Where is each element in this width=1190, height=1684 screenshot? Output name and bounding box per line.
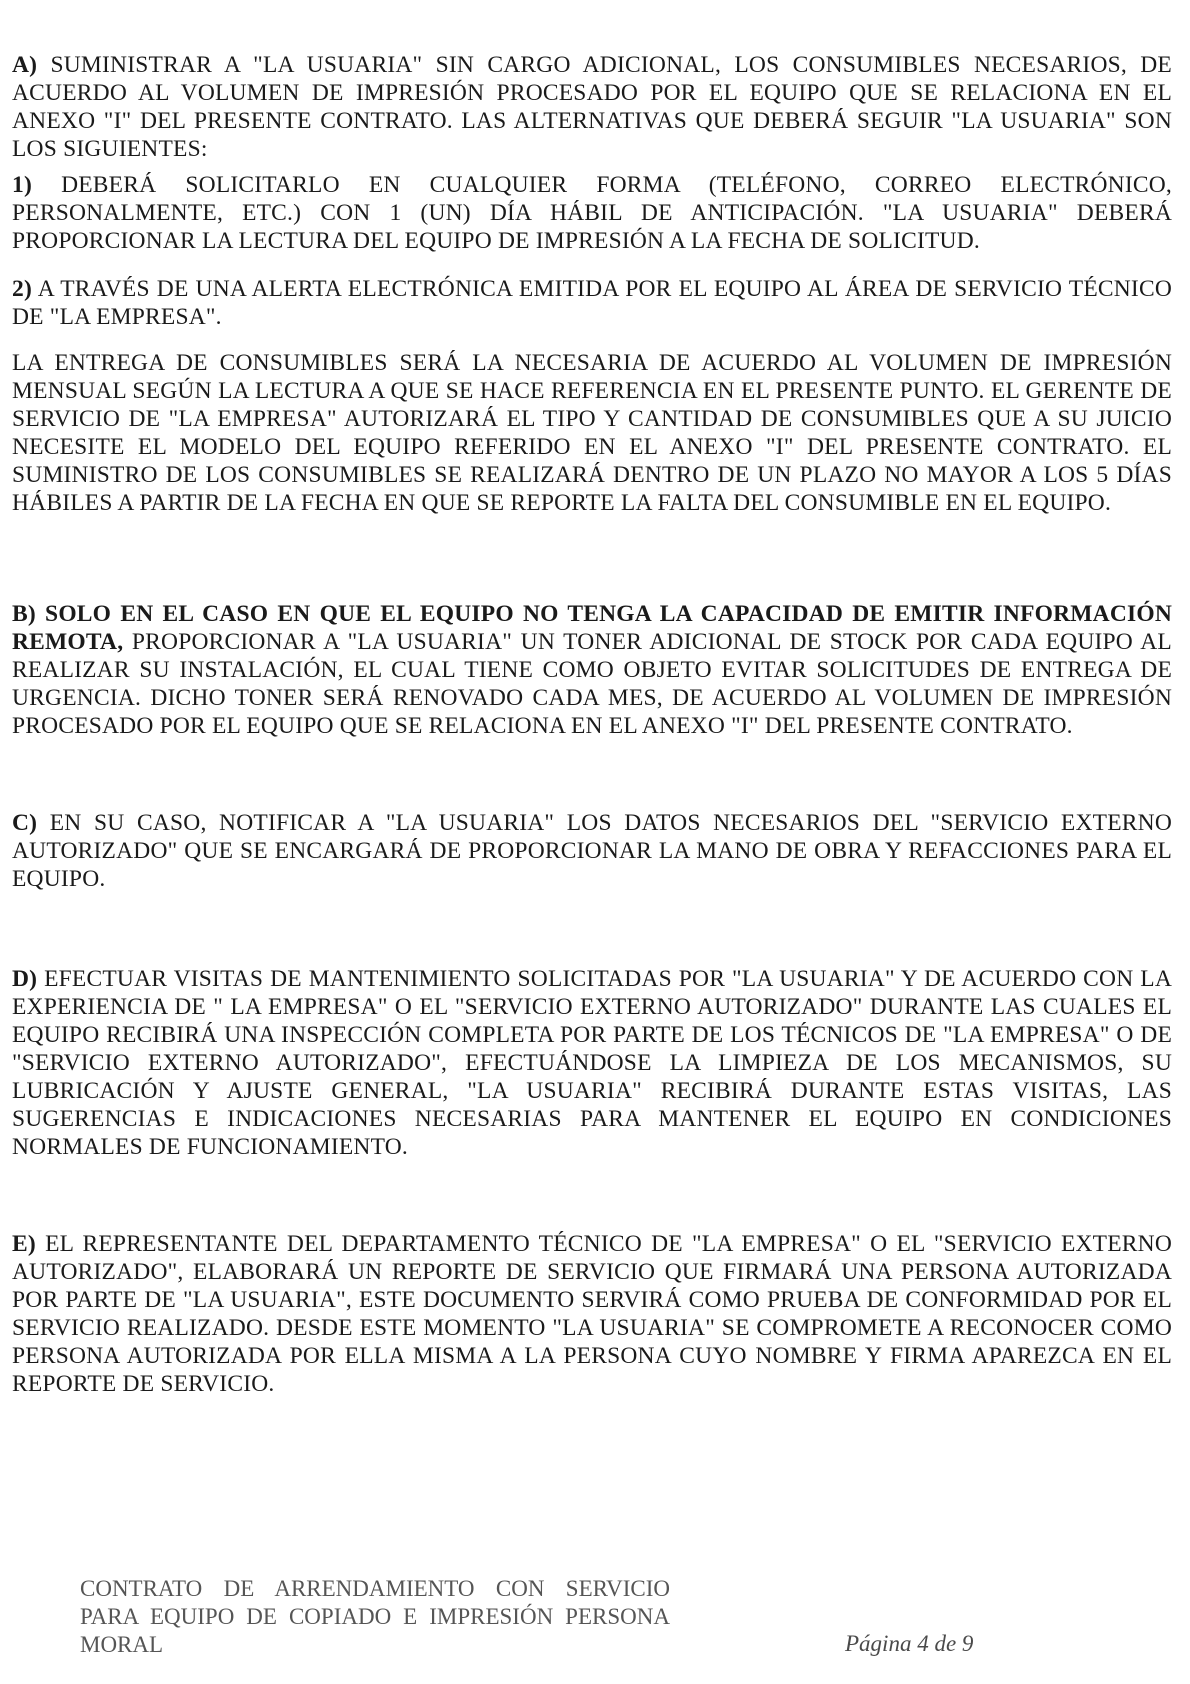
- paragraph-a: [12, 51, 1172, 163]
- footer-contract-title: CONTRATO DE ARRENDAMIENTO CON SERVICIO PARA EQUIPO DE COPIADO E IMPRESIÓN PERSONA MORAL: [80, 1576, 670, 1657]
- paragraph-d-label: D): [12, 966, 38, 992]
- contract-body: [12, 51, 1172, 1398]
- paragraph-c-text: EN SU CASO, NOTIFICAR A "LA USUARIA" LOS DATOS NECESARIOS DEL "SERVICIO EXTERNO AUTORIZADO" QUE SE ENCARGARÁ DE PROPORCIONAR LA MANO DE OBRA Y REFACCIONES PARA EL EQUIPO.: [12, 810, 1172, 892]
- paragraph-entrega: [12, 349, 1172, 517]
- paragraph-e: [12, 1230, 1172, 1398]
- paragraph-a-label: A): [12, 52, 38, 78]
- paragraph-d: [12, 965, 1172, 1161]
- paragraph-2-text: A TRAVÉS DE UNA ALERTA ELECTRÓNICA EMITIDA POR EL EQUIPO AL ÁREA DE SERVICIO TÉCNICO DE "LA EMPRESA".: [12, 276, 1172, 330]
- paragraph-entrega-text: LA ENTREGA DE CONSUMIBLES SERÁ LA NECESARIA DE ACUERDO AL VOLUMEN DE IMPRESIÓN MENSUAL SEGÚN LA LECTURA A QUE SE HACE REFERENCIA EN EL PRESENTE PUNTO. EL GERENTE DE SERVICIO DE "LA EMPRESA" AUTORIZARÁ EL TIPO Y CANTIDAD DE CONSUMIBLES QUE A SU JUICIO NECESITE EL MODELO DEL EQUIPO REFERIDO EN EL ANEXO "I" DEL PRESENTE CONTRATO. EL SUMINISTRO DE LOS CONSUMIBLES SE REALIZARÁ DENTRO DE UN PLAZO NO MAYOR A LOS 5 DÍAS HÁBILES A PARTIR DE LA FECHA EN QUE SE REPORTE LA FALTA DEL CONSUMIBLE EN EL EQUIPO.: [12, 350, 1172, 516]
- paragraph-1-text: DEBERÁ SOLICITARLO EN CUALQUIER FORMA (TELÉFONO, CORREO ELECTRÓNICO, PERSONALMENTE, ETC.) CON 1 (UN) DÍA HÁBIL DE ANTICIPACIÓN. "LA USUARIA" DEBERÁ PROPORCIONAR LA LECTURA DEL EQUIPO DE IMPRESIÓN A LA FECHA DE SOLICITUD.: [12, 172, 1172, 254]
- paragraph-1: [12, 171, 1172, 255]
- paragraph-e-label: E): [12, 1231, 36, 1257]
- paragraph-2: [12, 275, 1172, 331]
- paragraph-c: [12, 809, 1172, 893]
- paragraph-2-label: 2): [12, 276, 32, 302]
- footer-page-number: Página 4 de 9: [845, 1631, 974, 1656]
- paragraph-a-text: SUMINISTRAR A "LA USUARIA" SIN CARGO ADICIONAL, LOS CONSUMIBLES NECESARIOS, DE ACUERDO AL VOLUMEN DE IMPRESIÓN PROCESADO POR EL EQUIPO QUE SE RELACIONA EN EL ANEXO "I" DEL PRESENTE CONTRATO. LAS ALTERNATIVAS QUE DEBERÁ SEGUIR "LA USUARIA" SON LOS SIGUIENTES:: [12, 52, 1172, 162]
- paragraph-b-label: B) SOLO EN EL CASO EN QUE EL EQUIPO NO TENGA LA CAPACIDAD DE EMITIR INFORMACIÓN REMOTA,: [12, 601, 1172, 655]
- paragraph-b: [12, 600, 1172, 740]
- paragraph-e-text: EL REPRESENTANTE DEL DEPARTAMENTO TÉCNICO DE "LA EMPRESA" O EL "SERVICIO EXTERNO AUTORIZADO", ELABORARÁ UN REPORTE DE SERVICIO QUE FIRMARÁ UNA PERSONA AUTORIZADA POR PARTE DE "LA USUARIA", ESTE DOCUMENTO SERVIRÁ COMO PRUEBA DE CONFORMIDAD POR EL SERVICIO REALIZADO. DESDE ESTE MOMENTO "LA USUARIA" SE COMPROMETE A RECONOCER COMO PERSONA AUTORIZADA POR ELLA MISMA A LA PERSONA CUYO NOMBRE Y FIRMA APAREZCA EN EL REPORTE DE SERVICIO.: [12, 1231, 1172, 1397]
- paragraph-b-text: PROPORCIONAR A "LA USUARIA" UN TONER ADICIONAL DE STOCK POR CADA EQUIPO AL REALIZAR SU INSTALACIÓN, EL CUAL TIENE COMO OBJETO EVITAR SOLICITUDES DE ENTREGA DE URGENCIA. DICHO TONER SERÁ RENOVADO CADA MES, DE ACUERDO AL VOLUMEN DE IMPRESIÓN PROCESADO POR EL EQUIPO QUE SE RELACIONA EN EL ANEXO "I" DEL PRESENTE CONTRATO.: [12, 629, 1172, 739]
- paragraph-1-label: 1): [12, 172, 32, 198]
- paragraph-c-label: C): [12, 810, 38, 836]
- paragraph-d-text: EFECTUAR VISITAS DE MANTENIMIENTO SOLICITADAS POR "LA USUARIA" Y DE ACUERDO CON LA EXPERIENCIA DE " LA EMPRESA" O EL "SERVICIO EXTERNO AUTORIZADO" DURANTE LAS CUALES EL EQUIPO RECIBIRÁ UNA INSPECCIÓN COMPLETA POR PARTE DE LOS TÉCNICOS DE "LA EMPRESA" O DE "SERVICIO EXTERNO AUTORIZADO", EFECTUÁNDOSE LA LIMPIEZA DE LOS MECANISMOS, SU LUBRICACIÓN Y AJUSTE GENERAL, "LA USUARIA" RECIBIRÁ DURANTE ESTAS VISITAS, LAS SUGERENCIAS E INDICACIONES NECESARIAS PARA MANTENER EL EQUIPO EN CONDICIONES NORMALES DE FUNCIONAMIENTO.: [12, 966, 1172, 1160]
